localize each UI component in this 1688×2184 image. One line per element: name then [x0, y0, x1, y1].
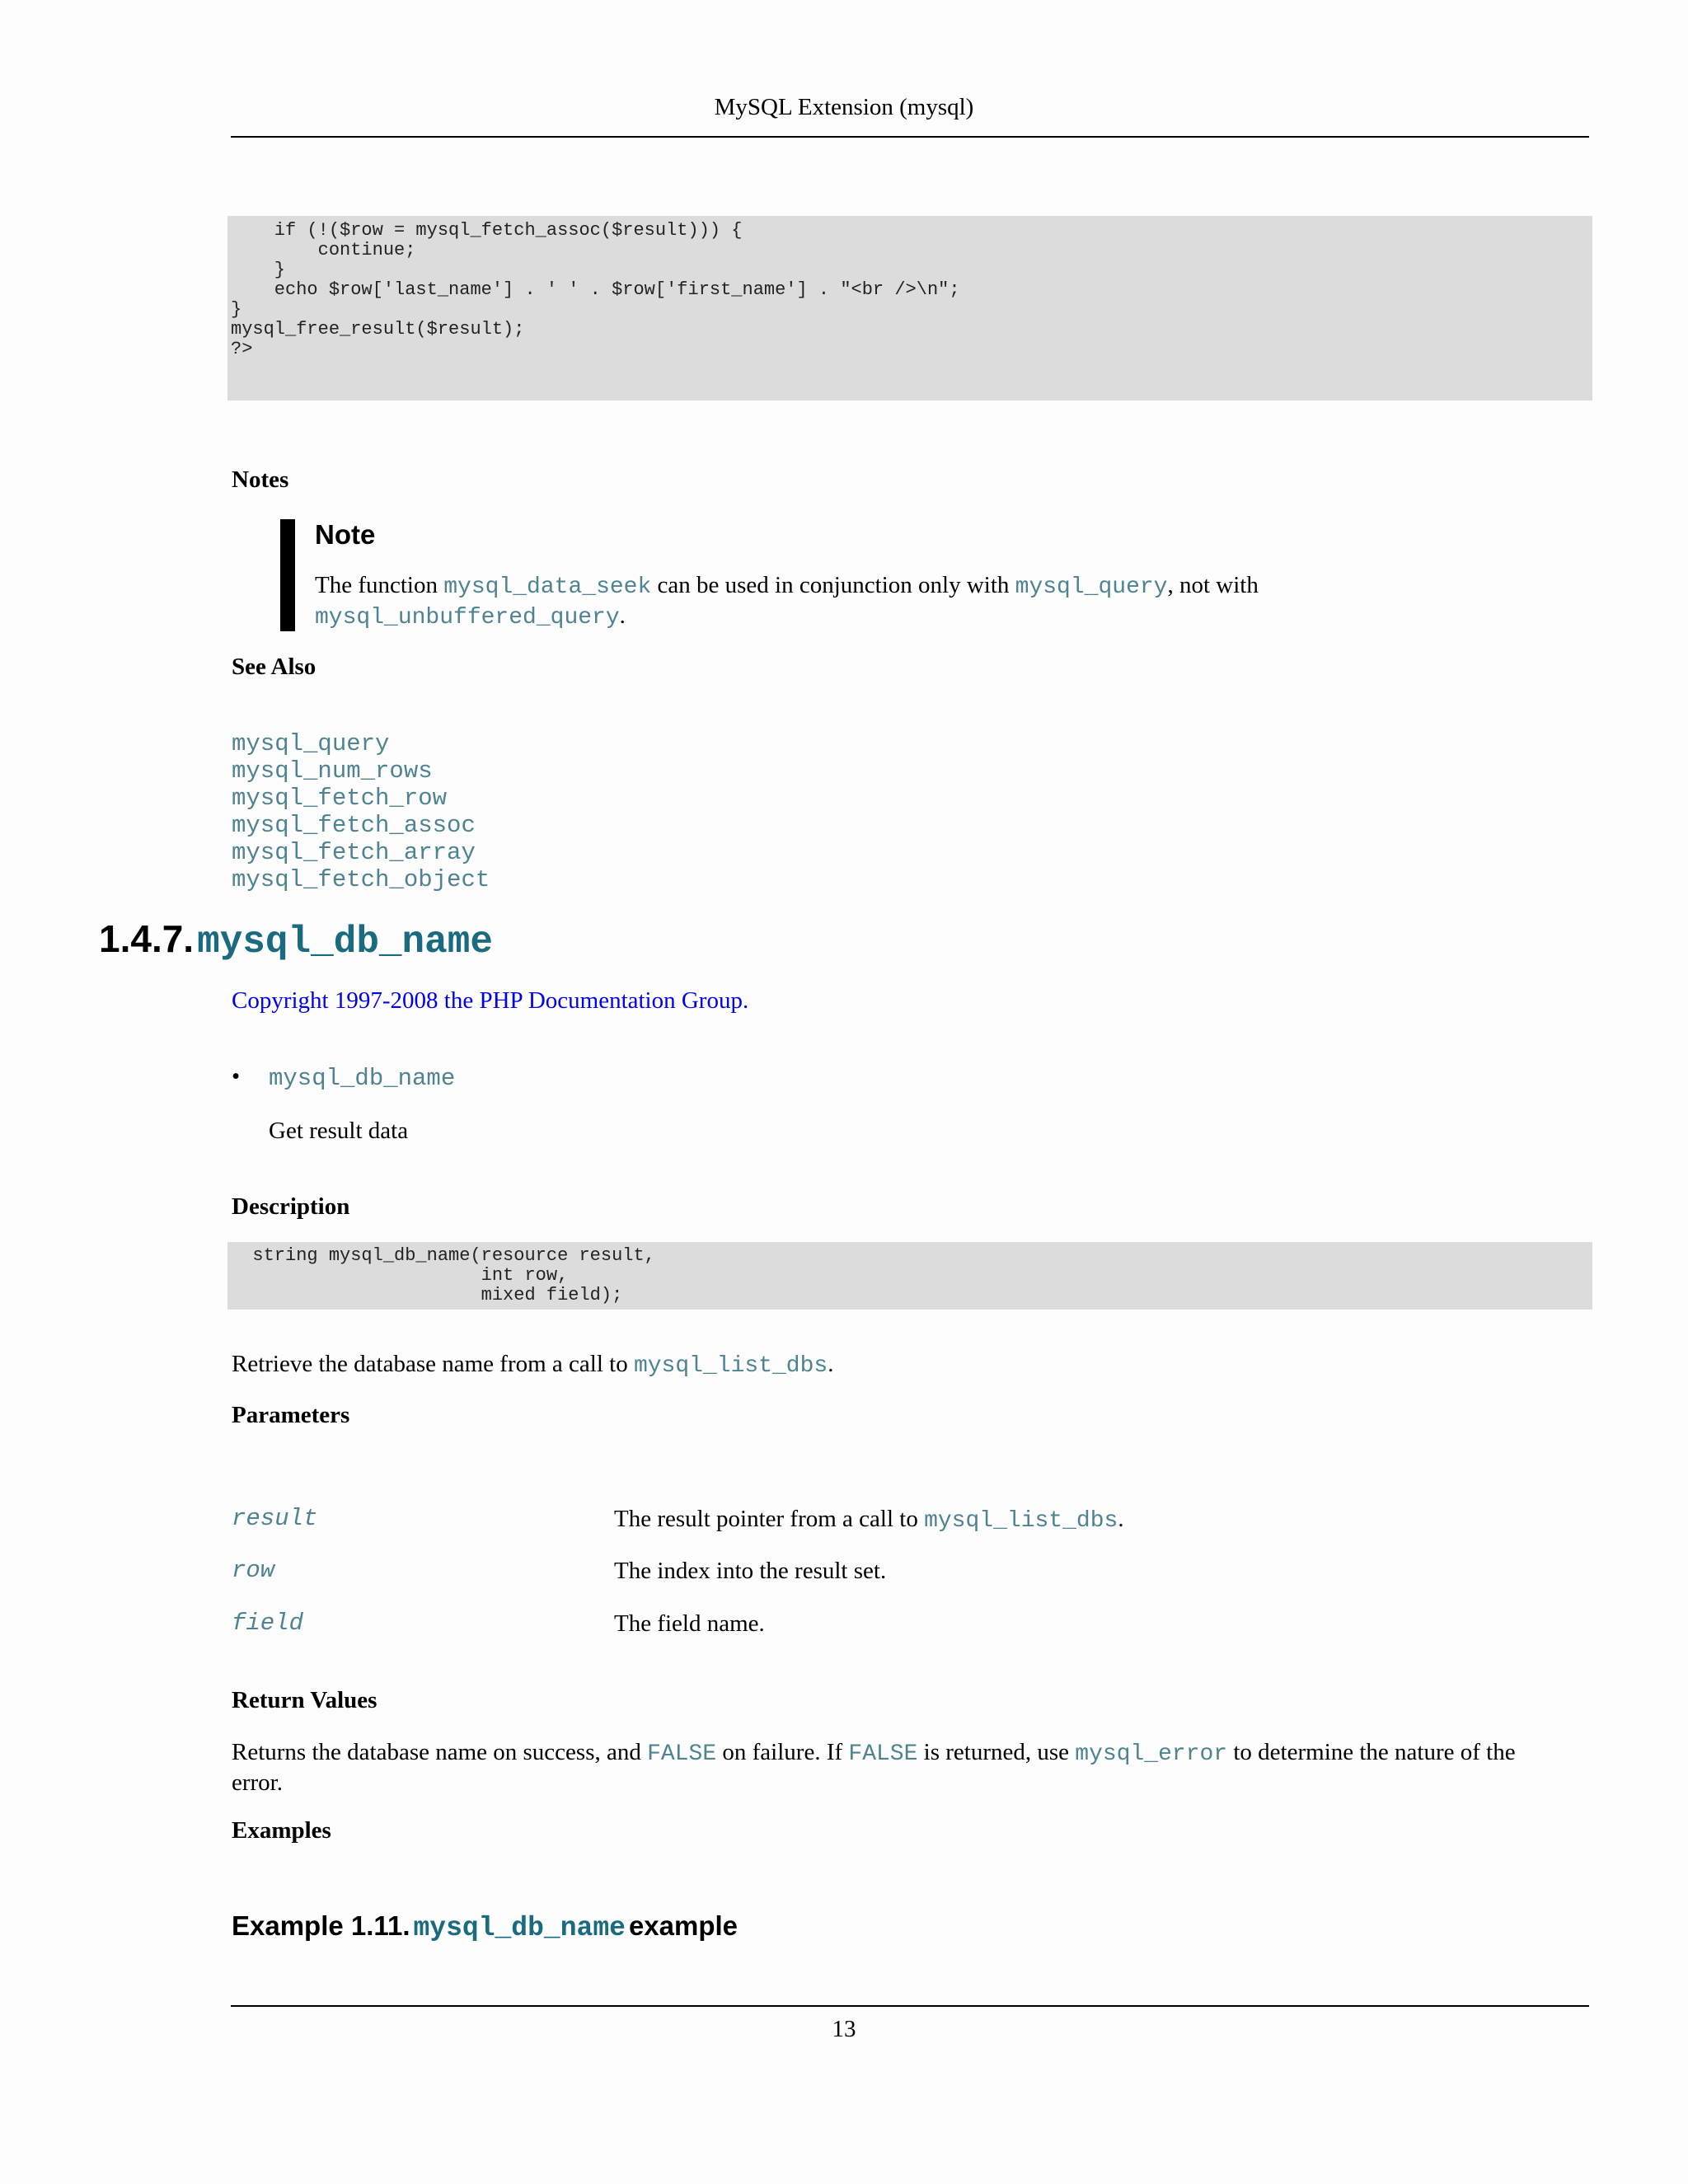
link-mysql-query[interactable]: mysql_query — [1015, 574, 1168, 600]
example-label: Example 1.11. — [232, 1910, 410, 1941]
see-also-link[interactable]: mysql_fetch_assoc — [232, 812, 476, 839]
note-bar — [280, 519, 295, 631]
example-func: mysql_db_name — [413, 1913, 626, 1943]
code-line: mysql_free_result($result); — [231, 319, 525, 340]
param-name-row: row — [232, 1557, 275, 1584]
code-line: continue; — [231, 240, 416, 260]
examples-heading: Examples — [232, 1817, 331, 1844]
link-mysql-unbuffered-query[interactable]: mysql_unbuffered_query — [315, 605, 620, 630]
section-number: 1.4.7. — [99, 917, 195, 960]
page-number: 13 — [832, 2016, 856, 2042]
header-rule — [231, 136, 1589, 138]
constant-false: FALSE — [647, 1741, 717, 1767]
code-line: if (!($row = mysql_fetch_assoc($result))) { — [231, 220, 743, 241]
constant-false: FALSE — [848, 1741, 918, 1767]
code-line: echo $row['last_name'] . ' ' . $row['first_name'] . "<br />\n"; — [231, 279, 960, 300]
code-line: } — [231, 299, 242, 320]
see-also-link[interactable]: mysql_fetch_array — [232, 839, 476, 866]
description-heading: Description — [232, 1193, 350, 1220]
running-header: MySQL Extension (mysql) — [714, 94, 974, 120]
see-also-link[interactable]: mysql_fetch_row — [232, 785, 448, 812]
code-line: } — [231, 260, 286, 280]
link-mysql-data-seek[interactable]: mysql_data_seek — [443, 574, 652, 600]
section-heading — [99, 916, 493, 963]
example-suffix: example — [628, 1910, 738, 1941]
notes-heading: Notes — [232, 466, 289, 493]
code-line: ?> — [231, 339, 253, 359]
param-name-result: result — [232, 1505, 318, 1532]
see-also-link[interactable]: mysql_num_rows — [232, 757, 433, 785]
synopsis-line: mixed field); — [231, 1285, 623, 1305]
note-text: The function mysql_data_seek can be used in conjunction only with mysql_query, not with mysql_unbuffered_query. — [315, 572, 1259, 630]
example-title — [232, 1910, 738, 1943]
return-values-text: Returns the database name on success, and FALSE on failure. If FALSE is returned, use mysql_error to determine the nature of the error. — [232, 1739, 1516, 1796]
refname-link[interactable]: mysql_db_name — [269, 1065, 456, 1092]
param-name-field: field — [232, 1610, 304, 1637]
param-desc-field: The field name. — [614, 1610, 765, 1637]
note-admonition — [280, 519, 1434, 631]
refname-bullet: • — [232, 1063, 241, 1090]
link-mysql-error[interactable]: mysql_error — [1075, 1741, 1228, 1767]
refname-purpose: Get result data — [269, 1118, 409, 1144]
section-title: mysql_db_name — [197, 921, 493, 963]
footer-rule — [231, 2005, 1589, 2007]
synopsis-line: int row, — [231, 1265, 569, 1286]
link-mysql-list-dbs[interactable]: mysql_list_dbs — [633, 1353, 828, 1379]
return-values-heading: Return Values — [232, 1687, 377, 1713]
see-also-heading: See Also — [232, 654, 316, 680]
see-also-link[interactable]: mysql_fetch_object — [232, 866, 490, 893]
see-also-link[interactable]: mysql_query — [232, 730, 390, 757]
link-mysql-list-dbs[interactable]: mysql_list_dbs — [924, 1508, 1118, 1534]
synopsis-line: string mysql_db_name(resource result, — [231, 1245, 655, 1266]
description-text: Retrieve the database name from a call to mysql_list_dbs. — [232, 1351, 834, 1379]
param-desc-result: The result pointer from a call to mysql_list_dbs. — [614, 1506, 1124, 1534]
parameters-heading: Parameters — [232, 1402, 350, 1428]
param-desc-row: The index into the result set. — [614, 1558, 887, 1584]
note-title: Note — [315, 519, 376, 550]
function-synopsis — [227, 1242, 1592, 1310]
code-listing-top — [227, 216, 1592, 401]
copyright-link[interactable]: Copyright 1997-2008 the PHP Documentation Group. — [232, 987, 749, 1014]
see-also-list — [232, 730, 490, 893]
